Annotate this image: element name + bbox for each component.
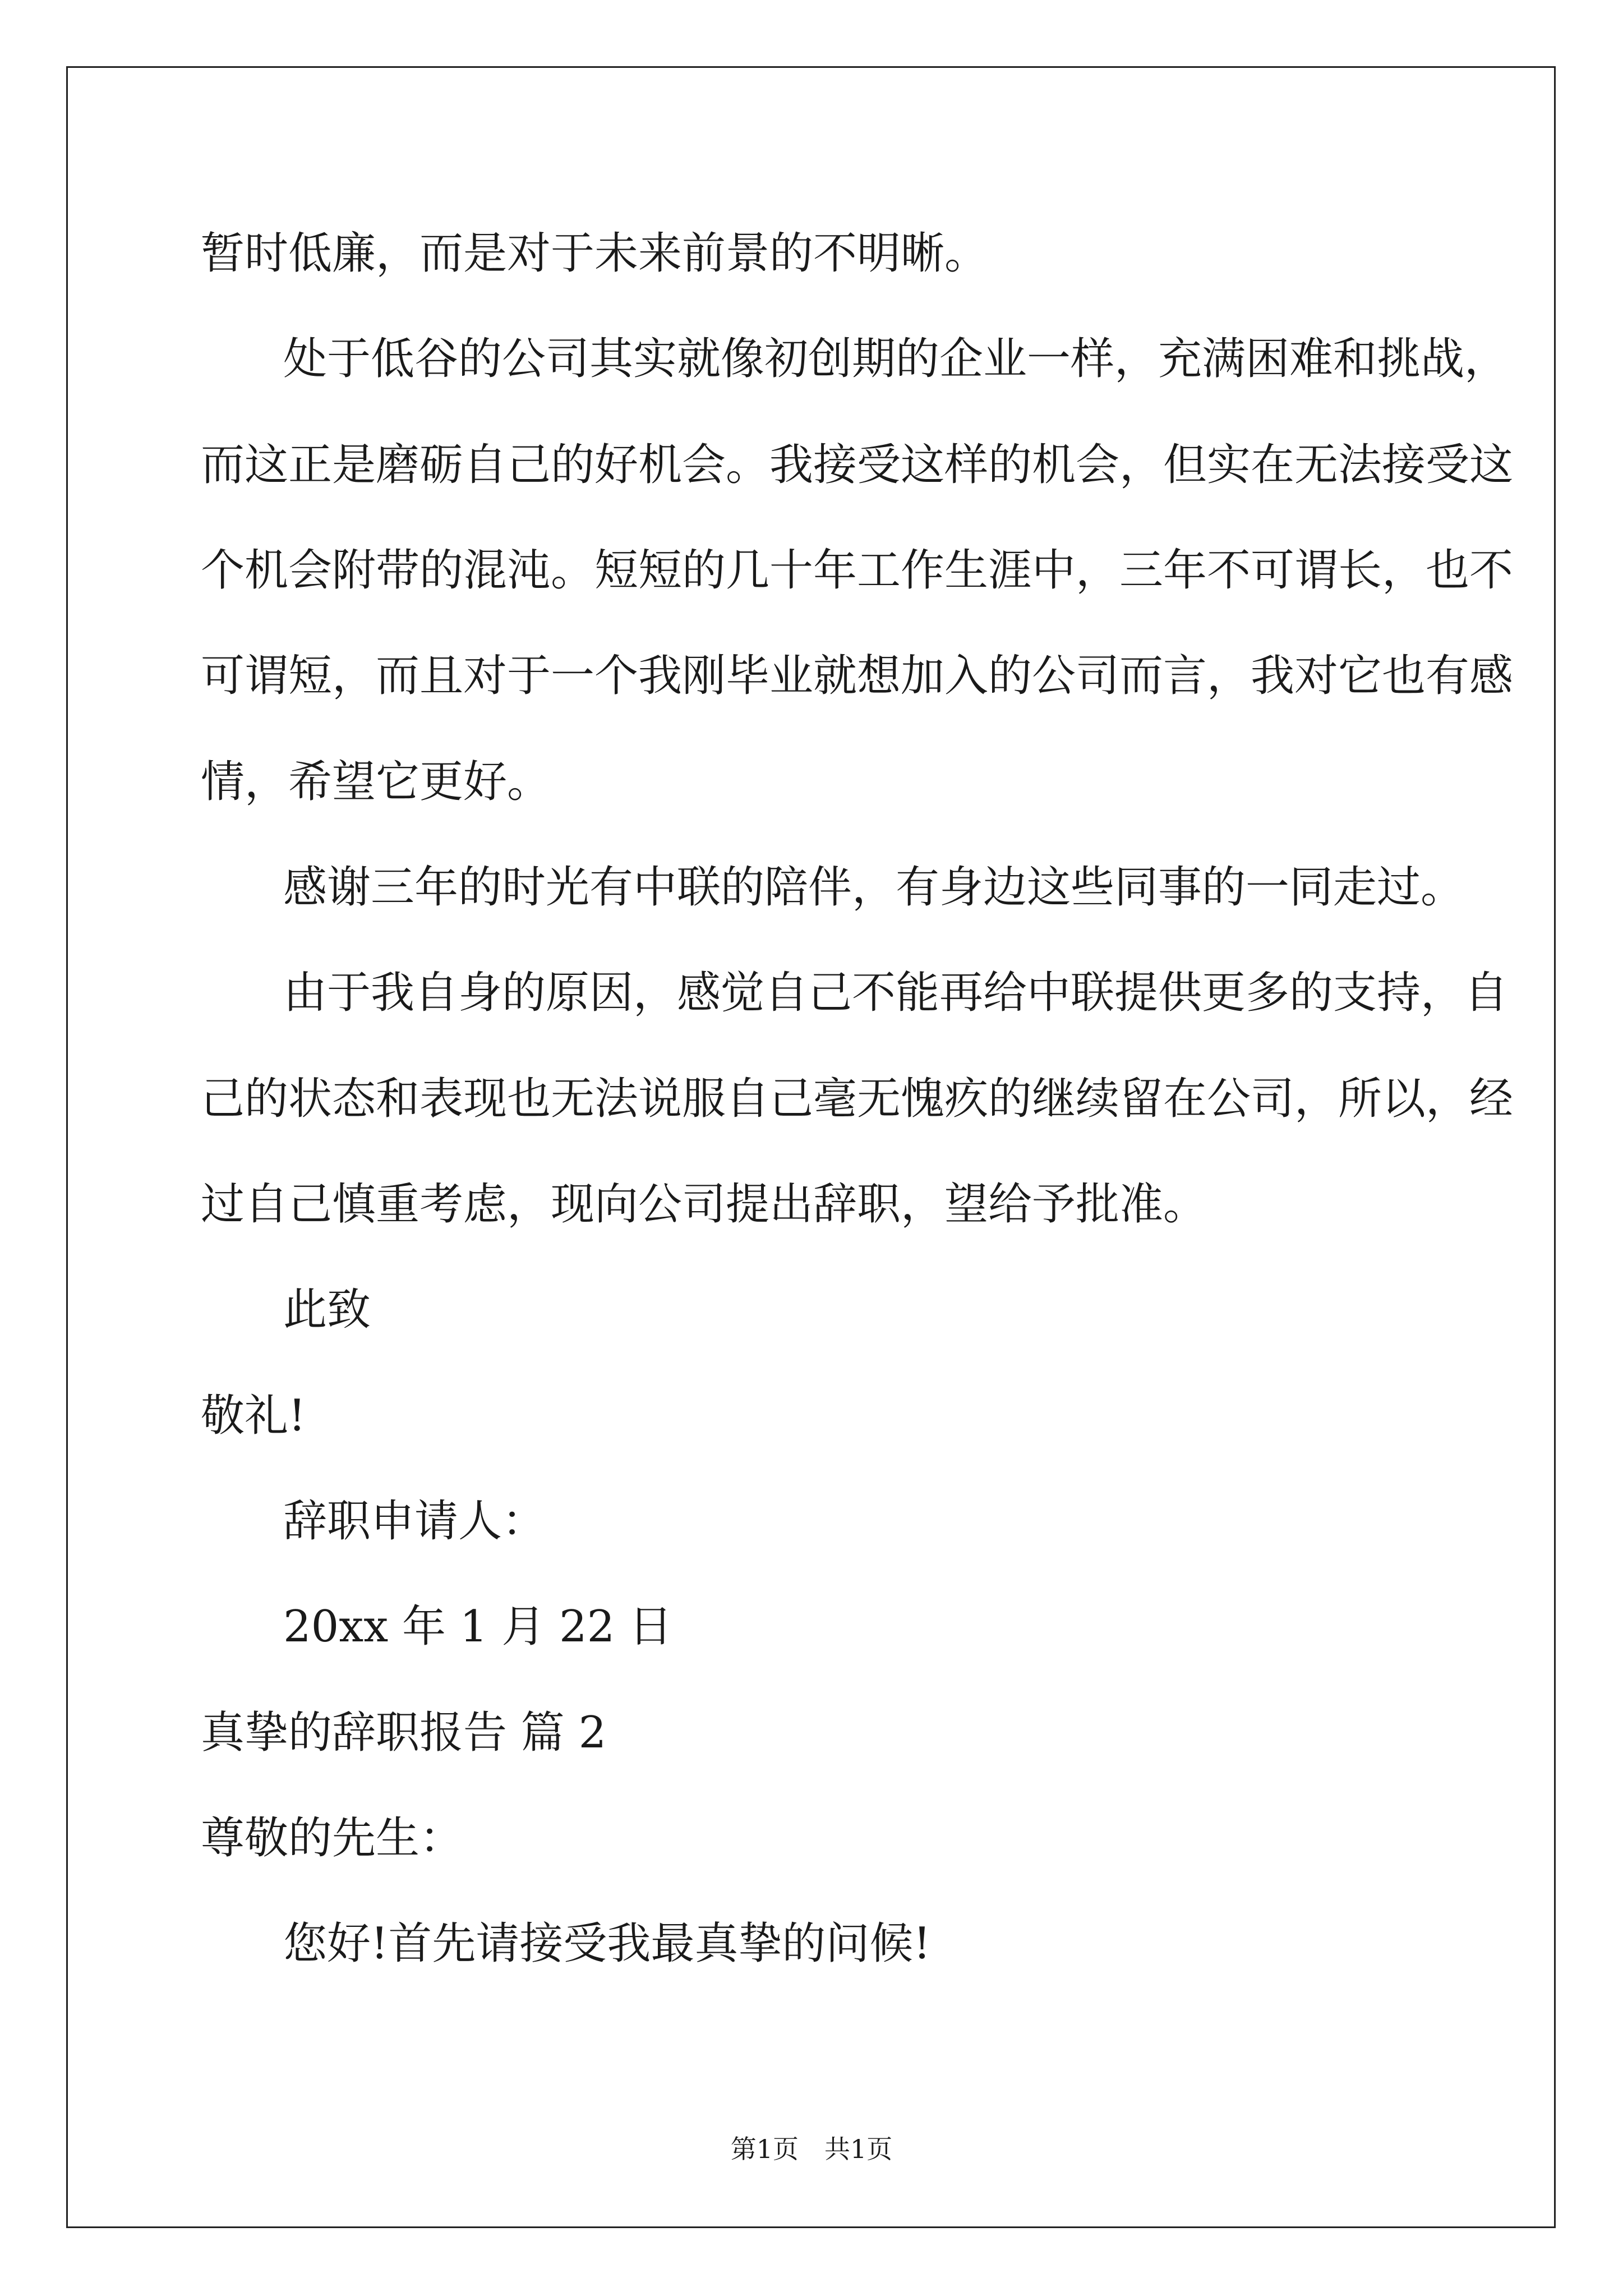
text-line-8: 由于我自身的原因，感觉自己不能再给中联提供更多的支持，自 xyxy=(283,968,1509,1018)
date-line: 20xx 年 1 月 22 日 xyxy=(283,1602,673,1652)
page-footer: 第1页 共1页 xyxy=(730,2134,893,2164)
text-line-6: 情，希望它更好。 xyxy=(201,757,551,807)
text-line-1: 暂时低廉，而是对于未来前景的不明晰。 xyxy=(201,228,989,279)
text-line-2: 处于低谷的公司其实就像初创期的企业一样，充满困难和挑战， xyxy=(283,334,1509,384)
closing-regards: 敬礼! xyxy=(201,1391,306,1441)
section-heading: 真挚的辞职报告 篇 2 xyxy=(201,1708,607,1758)
closing-salutation: 此致 xyxy=(283,1285,371,1335)
text-line-10: 过自己慎重考虑，现向公司提出辞职，望给予批准。 xyxy=(201,1179,1207,1230)
opening-line: 您好!首先请接受我最真挚的问候! xyxy=(283,1918,931,1969)
text-line-5: 可谓短，而且对于一个我刚毕业就想加入的公司而言，我对它也有感 xyxy=(201,651,1514,701)
text-line-3: 而这正是磨砺自己的好机会。我接受这样的机会，但实在无法接受这 xyxy=(201,440,1514,490)
text-line-4: 个机会附带的混沌。短短的几十年工作生涯中，三年不可谓长，也不 xyxy=(201,545,1514,596)
text-line-9: 己的状态和表现也无法说服自己毫无愧疚的继续留在公司，所以，经 xyxy=(201,1074,1514,1124)
applicant-signature: 辞职申请人： xyxy=(283,1496,546,1547)
text-line-7: 感谢三年的时光有中联的陪伴，有身边这些同事的一同走过。 xyxy=(283,862,1465,913)
page-border xyxy=(66,66,1556,2228)
greeting: 尊敬的先生： xyxy=(201,1813,464,1864)
